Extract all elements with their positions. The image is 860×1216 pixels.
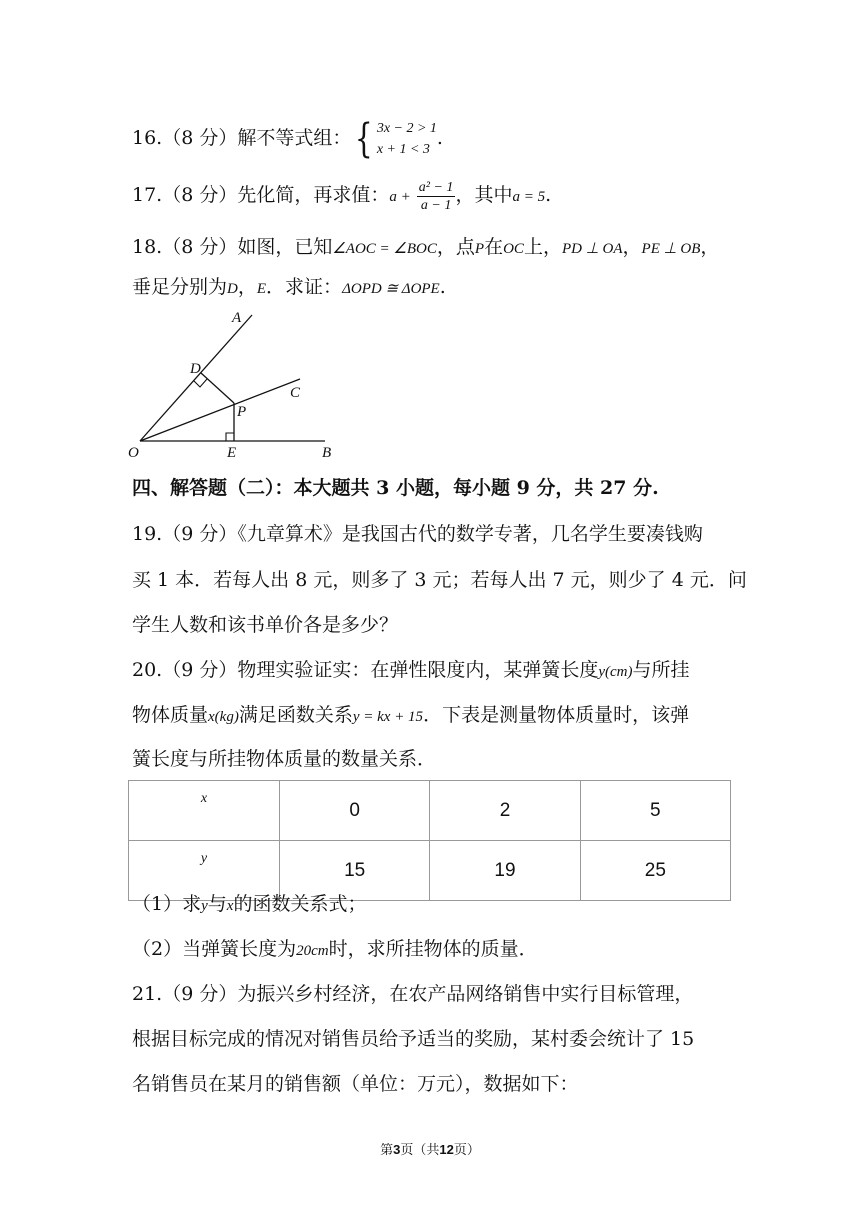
footer-text: 第 — [380, 1143, 394, 1158]
q18-text: ．求证： — [266, 276, 343, 298]
q18-point-p: P — [474, 241, 485, 257]
label-o: O — [128, 445, 139, 461]
q20-line-1 — [132, 656, 690, 686]
segment-pd — [201, 373, 234, 403]
q18-text: ， — [700, 236, 720, 258]
q18-text: ， — [622, 236, 642, 258]
q18-proof-goal: ΔOPD ≅ ΔOPE — [342, 281, 440, 297]
q18-line-1 — [132, 233, 719, 263]
data-table — [128, 780, 731, 901]
label-b: B — [322, 445, 332, 461]
q17-line — [132, 172, 551, 218]
q21-line-3: 名销售员在某月的销售额（单位：万元），数据如下： — [132, 1073, 579, 1095]
q20-line-3: 簧长度与所挂物体质量的数量关系． — [132, 748, 437, 770]
q18-text: 在 — [484, 236, 504, 258]
q20-text: 与所挂 — [632, 659, 690, 681]
q20-sub-2 — [132, 935, 538, 965]
q18-text: 18.（8 分）如图，已知 — [132, 236, 333, 258]
q20-text: 的函数关系式； — [233, 893, 367, 915]
inequality-system — [377, 118, 437, 160]
q18-pd-perp: PD ⊥ OA — [561, 241, 623, 257]
q18-text: 上， — [523, 236, 562, 258]
right-angle-d — [194, 379, 207, 387]
q16-end: . — [436, 127, 443, 149]
q20-text: （2）当弹簧长度为 — [132, 938, 297, 960]
system-brace: { — [355, 116, 373, 162]
q21-line-2: 根据目标完成的情况对销售员给予适当的奖励，某村委会统计了 15 — [132, 1028, 695, 1050]
q18-pe-perp: PE ⊥ OB — [641, 241, 701, 257]
q18-segment-oc: OC — [503, 241, 524, 257]
label-c: C — [290, 385, 301, 401]
q18-point-d: D — [227, 281, 238, 297]
page-footer — [0, 1139, 860, 1158]
table-row-label: y — [129, 841, 280, 901]
q20-var-y: y — [201, 898, 208, 914]
table-row — [129, 781, 731, 841]
q20-text: 满足函数关系 — [238, 704, 353, 726]
q20-text: 与 — [207, 893, 227, 915]
page-total: 12 — [439, 1142, 454, 1157]
page-number: 3 — [393, 1142, 401, 1157]
q20-line-2 — [132, 701, 689, 731]
q19-line-1: 19.（9 分）《九章算术》是我国古代的数学专著，几名学生要凑钱购 — [132, 523, 703, 545]
q20-function: y = kx + 15 — [352, 709, 424, 725]
q17-fraction — [417, 179, 456, 214]
q20-sub-1 — [132, 890, 366, 920]
q17-condition: a = 5 — [512, 189, 546, 205]
q21-line-1: 21.（9 分）为振兴乡村经济，在农产品网络销售中实行目标管理， — [132, 983, 694, 1005]
q17-prefix: 17.（8 分）先化简，再求值： — [132, 184, 390, 206]
table-cell: 25 — [580, 841, 730, 901]
inequality-1: 3x − 2 > 1 — [376, 121, 437, 136]
ray-oc — [140, 379, 300, 441]
q20-text: ．下表是测量物体质量时，该弹 — [423, 704, 690, 726]
q19-line-2: 买 1 本．若每人出 8 元，则多了 3 元；若每人出 7 元，则少了 4 元．问 — [132, 569, 747, 591]
q20-length-value: 20cm — [296, 943, 329, 959]
q18-text: 垂足分别为 — [132, 276, 228, 298]
ray-oa — [140, 315, 252, 441]
q20-x-unit: x(kg) — [208, 709, 239, 725]
table-cell: 2 — [430, 781, 580, 841]
q17-frac-num: a² − 1 — [418, 179, 454, 195]
q17-mid: ，其中 — [455, 184, 513, 206]
label-a: A — [232, 310, 242, 326]
inequality-2: x + 1 < 3 — [376, 142, 430, 157]
table-cell: 5 — [580, 781, 730, 841]
table-cell: 0 — [280, 781, 430, 841]
q16-prefix: 16.（8 分）解不等式组： — [132, 127, 352, 149]
q19-line-3: 学生人数和该书单价各是多少？ — [132, 614, 399, 636]
section-heading: 四、解答题（二）：本大题共 3 小题，每小题 9 分，共 27 分. — [132, 477, 659, 499]
label-p: P — [237, 404, 247, 420]
footer-text: 页（共 — [400, 1143, 440, 1158]
table-cell: 15 — [280, 841, 430, 901]
q20-var-x: x — [226, 898, 234, 914]
q20-y-unit: y(cm) — [598, 664, 633, 680]
q16-line — [132, 113, 443, 163]
label-e: E — [227, 445, 237, 461]
q20-text: （1）求 — [132, 893, 202, 915]
label-d: D — [190, 361, 201, 377]
q20-text: 20.（9 分）物理实验证实：在弹性限度内，某弹簧长度 — [132, 659, 599, 681]
q17-a-plus: a + — [389, 189, 411, 205]
q18-text: ， — [237, 276, 257, 298]
q17-frac-den: a − 1 — [420, 197, 452, 213]
right-angle-e — [226, 433, 234, 441]
q20-text: 时，求所挂物体的质量． — [328, 938, 538, 960]
q18-text: . — [439, 276, 446, 298]
q17-end: . — [545, 184, 552, 206]
table-row-label: x — [129, 781, 280, 841]
geometry-figure — [120, 305, 350, 465]
q18-point-e: E — [256, 281, 267, 297]
q18-text: ，点 — [436, 236, 475, 258]
footer-text: 页） — [453, 1143, 480, 1158]
q18-angle-condition: ∠AOC = ∠BOC — [332, 241, 437, 257]
q20-text: 物体质量 — [132, 704, 209, 726]
table-cell: 19 — [430, 841, 580, 901]
q18-line-2 — [132, 273, 446, 303]
